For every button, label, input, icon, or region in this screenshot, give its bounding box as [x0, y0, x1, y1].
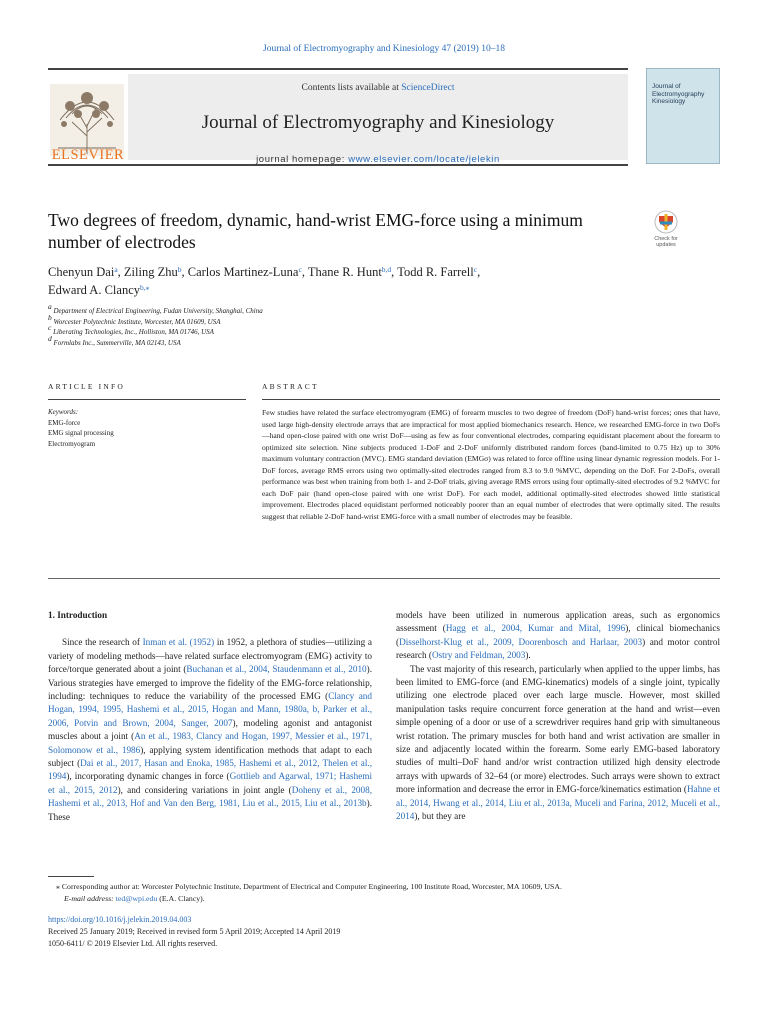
body-column-left: [48, 609, 372, 824]
body-text: Since the research of: [62, 637, 143, 648]
body-text: ) and motor control research (: [396, 636, 721, 661]
article-footer-meta: [48, 914, 728, 950]
body-text: ).: [525, 650, 531, 661]
footnote-divider: [48, 876, 94, 877]
affiliation: $^c$ Liberating Technologies, Inc., Holliston, MA 01746, USA: [48, 323, 214, 336]
sciencedirect-link[interactable]: ScienceDirect: [401, 83, 455, 93]
journal-cover-thumbnail[interactable]: [646, 68, 720, 164]
citation-link[interactable]: Hahne et al., 2014, Hwang et al., 2014, Liu et al., 2013a, Muceli and Farina, 2012, Muceli et al., 2014: [396, 784, 721, 822]
affiliation: $^a$ Department of Electrical Engineering, Fudan University, Shanghai, China: [48, 302, 263, 315]
footnotes: [48, 881, 728, 905]
citation-link[interactable]: Doheny et al., 2008, Hashemi et al., 2013, Hof and Van den Berg, 1981, Liu et al., 2015, Liu et al., 2013b: [48, 784, 372, 809]
body-paragraph: [48, 636, 372, 824]
citation-link[interactable]: Ostry and Feldman, 2003: [431, 650, 526, 661]
received-dates: Received 25 January 2019; Received in revised form 5 April 2019; Accepted 14 April 2019: [48, 927, 341, 936]
keyword: EMG signal processing: [48, 429, 114, 437]
body-text: ), applying system identification methods that adapt to each subject (: [48, 744, 372, 769]
email-link[interactable]: ted@wpi.edu: [115, 894, 158, 903]
body-text: ), but they are: [414, 811, 466, 822]
author[interactable]: Chenyun Dai$^a$: [48, 265, 118, 279]
keywords-block: [48, 407, 246, 449]
article-title: Two degrees of freedom, dynamic, hand-wrist EMG-force using a minimum number of electrodes: [48, 210, 583, 252]
journal-masthead: [48, 68, 628, 166]
author[interactable]: Ziling Zhu$^b$: [123, 265, 182, 279]
affiliation: $^d$ Formlabs Inc., Summerville, MA 02143, USA: [48, 333, 181, 347]
masthead-band: [128, 74, 628, 165]
article-info-divider: [48, 399, 246, 400]
article-info-header: ARTICLE INFO: [48, 382, 125, 391]
author[interactable]: Edward A. Clancy$^{b,⁎}$: [48, 283, 150, 297]
keyword: Electromyogram: [48, 439, 96, 448]
corresponding-author-note: ⁎ Corresponding author at: Worcester Polytechnic Institute, Department of Electrical and Computer Engineering, 100 Institute Road, Worcester, MA 10609, USA.: [56, 882, 562, 891]
journal-title: Journal of Electromyography and Kinesiology: [201, 112, 555, 133]
author[interactable]: Carlos Martinez-Luna$^c$: [187, 265, 302, 279]
citation-link[interactable]: Disselhorst-Klug et al., 2009, Doorenbosch and Harlaar, 2003: [399, 636, 643, 647]
crossmark-label: Check for updates: [654, 236, 678, 248]
citation-link[interactable]: Inman et al. (1952): [142, 637, 215, 648]
body-text: models have been utilized in numerous application areas, such as ergonomics assessment (: [396, 610, 720, 634]
affiliation: $^b$ Worcester Polytechnic Institute, Worcester, MA 01609, USA: [48, 312, 221, 326]
citation-link[interactable]: Clancy and Hogan, 1994, 1995, Hashemi et al., 2015, Hogan and Mann, 1980a, b, Parker et al., 2006, Potvin and Brown, 2004, Sanger, 2007: [48, 691, 372, 728]
keywords-label: Keywords:: [48, 408, 79, 416]
citation-link[interactable]: An et al., 1983, Clancy and Hogan, 1997, Messier et al., 1971, Solomonow et al., 1986: [48, 731, 372, 755]
body-column-right: [396, 609, 720, 824]
affiliations: [48, 302, 648, 348]
email-note: E-mail address: ted@wpi.edu (E.A. Clancy).: [64, 894, 205, 903]
keyword: EMG-force: [48, 418, 81, 427]
citation-link[interactable]: Buchanan et al., 2004, Staudenmann et al., 2010: [186, 664, 367, 675]
check-for-updates-button[interactable]: [646, 210, 686, 258]
cover-title: Journal of Electromyography Kinesiology: [652, 83, 705, 105]
citation-link[interactable]: Hagg et al., 2004, Kumar and Mital, 1996: [445, 623, 626, 634]
body-text: ). Various strategies have emerged to improve the fidelity of the EMG-force relationship, including: techniques to reduce the variability of the processed EMG (: [48, 664, 372, 702]
body-text: in 1952, a plethora of studies—utilizing a variety of modeling methods—have related surface electromyogram (EMG) activity to force/torque generated about a joint (: [48, 637, 372, 675]
doi-link[interactable]: https://doi.org/10.1016/j.jelekin.2019.04.003: [48, 915, 192, 924]
journal-reference-link[interactable]: Journal of Electromyography and Kinesiology 47 (2019) 10–18: [263, 44, 505, 54]
homepage-line: [128, 154, 628, 165]
copyright: 1050-6411/ © 2019 Elsevier Ltd. All rights reserved.: [48, 939, 218, 948]
homepage-label: journal homepage:: [256, 154, 349, 165]
abstract-header: ABSTRACT: [262, 382, 319, 391]
body-text: ), and considering variations in joint angle (: [117, 784, 292, 795]
body-text: The vast majority of this research, particularly when applied to the upper limbs, has been limited to EMG-force (and EMG-kinematics) models of a single joint, typically utilizing one electrode placed over each large muscle. However, most skilled manipulation tasks require concurrent force generation at the hand and wrist—even simple opening of a door or use of a screwdriver requires hand grip with simultaneous wrist rotation. The primary muscles for both hand and wrist activation are smaller in size and adjacently located within the forearm. Some early EMG-based laboratory studies of multi–DoF hand and/or wrist contraction utilized high density electrode arrays with upwards of 32–64 (or more) electrodes. Such arrays were shown to extract more information and decrease the error in EMG-force/kinematics estimation (: [396, 663, 720, 795]
citation-link[interactable]: Dai et al., 2017, Hasan and Enoka, 1985, Hashemi et al., 2012, Thelen et al., 1994: [48, 758, 372, 782]
abstract-divider: [262, 399, 720, 400]
elsevier-wordmark: ELSEVIER: [51, 147, 125, 163]
body-text: ), modeling agonist and antagonist muscles about a joint (: [48, 717, 372, 742]
author-list: Chenyun Dai$^a$, Ziling Zhu$^b$, Carlos Martinez-Luna$^c$, Thane R. Hunt$^{b,d}$, Todd R. Farrell$^c$, Edward A. Clancy$^{b,⁎}$: [48, 265, 481, 297]
contents-prefix: Contents lists available at: [301, 83, 402, 93]
crossmark-icon: [646, 210, 686, 236]
abstract-text: Few studies have related the surface electromyogram (EMG) of forearm muscles to two degree of freedom (DoF) hand-wrist forces; ones that have, used large high-density electrode arrays that are impractical for most applied biomechanics research. Hence, we researched EMG-force in two DoFs—hand open-close paired with one wrist DoF—using as few as four conventional electrodes, comparing equidistant placement about the forearm to optimized site selection. Nine subjects produced 1-DoF and 2-DoF uniformly distributed random forces (band-limited to 0.75 Hz) up to 30% maximum voluntary contraction (MVC). EMG standard deviation (EMGσ) was related to force offline using linear dynamic regression models. For 1-DoF forces, average RMS errors using two optimally-sited electrodes ranged from 8.3 to 9.0 %MVC, depending on the DoF. For 2-DoFs, overall performance was best when training from both 1- and 2-DoF trials, giving average RMS errors using four optimally-sited electrodes of 9.2 %MVC for each DoF pair (hand open-close paired with one wrist DoF). For each model, additional optimally-sited electrodes showed little statistical improvement. Electrodes placed equidistant performed noticeably poorer than an equal number of electrodes that were optimally sited. The results suggest that reliable 2-DoF hand-wrist EMG-force with a small number of electrodes may be feasible.: [262, 408, 720, 521]
author[interactable]: Thane R. Hunt$^{b,d}$: [307, 265, 392, 279]
body-text: ), clinical biomechanics (: [396, 623, 720, 647]
body-paragraph: [396, 663, 720, 824]
author[interactable]: Todd R. Farrell$^c$: [397, 265, 478, 279]
abstract-bottom-divider: [48, 578, 720, 579]
citation-link[interactable]: Gottlieb and Agarwal, 1971; Hashemi et al., 2015, 2012: [48, 771, 372, 795]
body-text: ), incorporating dynamic changes in force (: [66, 771, 230, 782]
homepage-link[interactable]: www.elsevier.com/locate/jelekin: [348, 154, 500, 165]
body-text: ). These: [48, 798, 372, 822]
body-paragraph: [396, 609, 720, 663]
section-heading: 1. Introduction: [48, 610, 108, 620]
contents-line: [128, 83, 628, 93]
